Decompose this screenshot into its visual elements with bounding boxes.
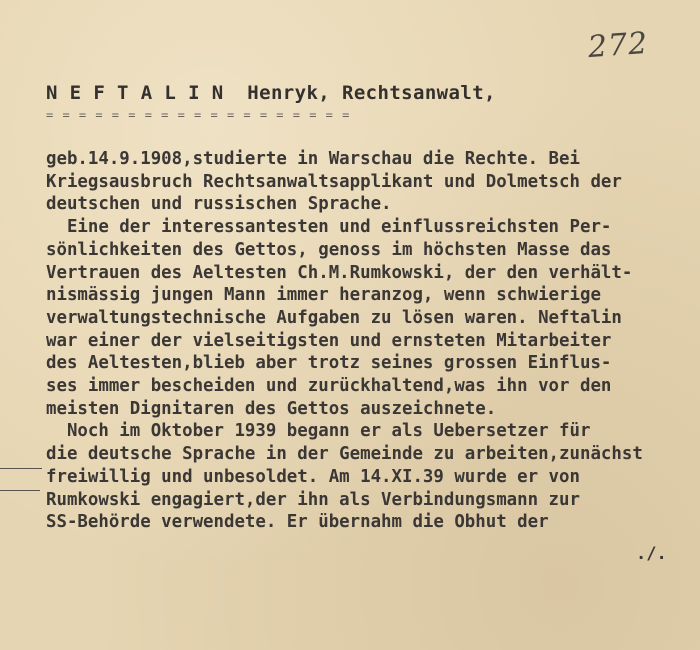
text-line: war einer der vielseitigsten und ernsteten Mitarbeiter [46, 330, 612, 351]
continuation-mark: ./. [636, 544, 667, 564]
text-line: Kriegsausbruch Rechtsanwaltsapplikant und Dolmetsch der [46, 171, 622, 192]
text-line: die deutsche Sprache in der Gemeinde zu arbeiten,zunächst [46, 444, 643, 465]
margin-mark [0, 490, 40, 491]
typed-body-text [46, 148, 696, 534]
margin-mark [0, 468, 42, 469]
text-line: sönlichkeiten des Gettos, genoss im höchsten Masse das [46, 239, 612, 260]
text-line: nismässig jungen Mann immer heranzog, wenn schwierige [46, 285, 601, 306]
text-line: Noch im Oktober 1939 begann er als Uebersetzer für [46, 421, 591, 442]
text-line: meisten Dignitaren des Gettos auszeichnete. [46, 398, 497, 419]
text-line: freiwillig und unbesoldet. Am 14.XI.39 wurde er von [46, 466, 580, 487]
text-line: SS-Behörde verwendete. Er übernahm die Obhut der [46, 512, 549, 533]
text-line: des Aeltesten,blieb aber trotz seines grossen Einflus- [46, 353, 612, 374]
document-heading: N E F T A L I N Henryk, Rechtsanwalt, [46, 82, 496, 104]
text-line: Vertrauen des Aeltesten Ch.M.Rumkowski, der den verhält- [46, 262, 633, 283]
page-number: 272 [586, 25, 650, 66]
heading-underline: = = = = = = = = = = = = = = = = = = = [46, 108, 351, 122]
text-line: deutschen und russischen Sprache. [46, 194, 392, 215]
text-line: Rumkowski engagiert,der ihn als Verbindungsmann zur [46, 489, 580, 510]
text-line: ses immer bescheiden und zurückhaltend,was ihn vor den [46, 376, 612, 397]
text-line: Eine der interessantesten und einflussreichsten Per- [46, 217, 612, 238]
text-line: geb.14.9.1908,studierte in Warschau die Rechte. Bei [46, 149, 580, 169]
text-line: verwaltungstechnische Aufgaben zu lösen waren. Neftalin [46, 307, 622, 328]
